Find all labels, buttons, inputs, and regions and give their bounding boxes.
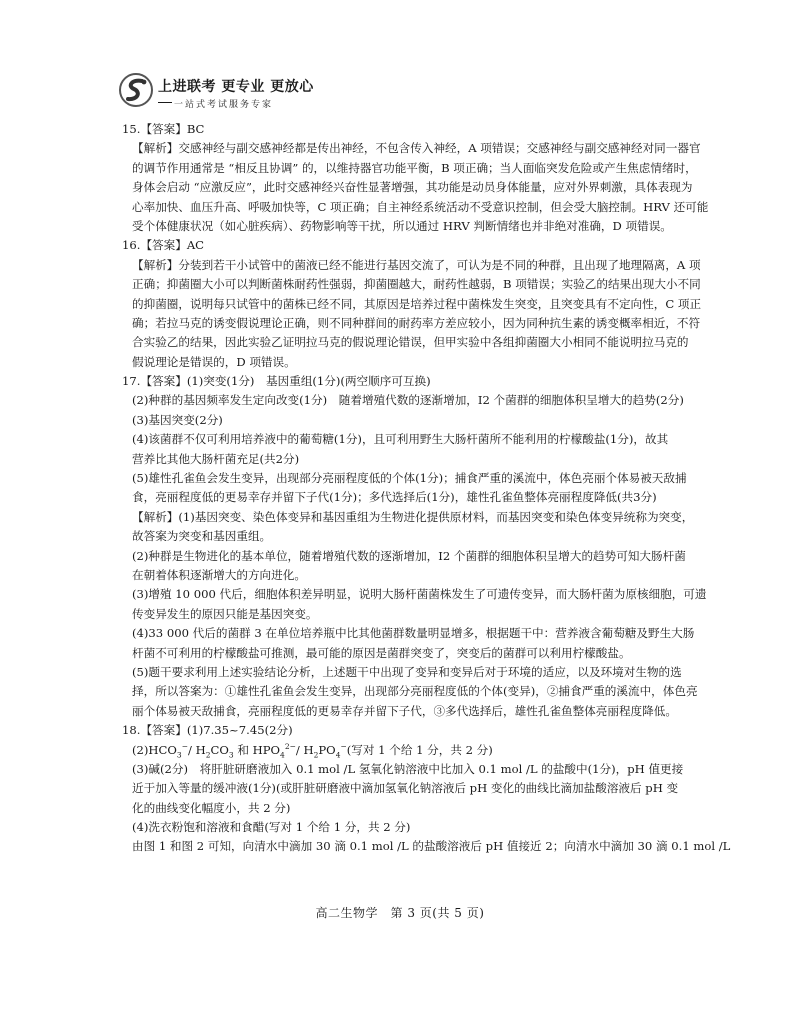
q18-line: (3)碱(2分) 将肝脏研磨液加入 0.1 mol /L 氢氧化钠溶液中比加入 0.1 mol /L 的盐酸中(1分)，pH 值更接 <box>132 761 684 776</box>
q18-line: 由图 1 和图 2 可知，向清水中滴加 30 滴 0.1 mol /L 的盐酸溶液后 pH 值接近 2；向清水中滴加 30 滴 0.1 mol /L <box>132 839 731 854</box>
q18-line: (4)洗衣粉饱和溶液和食醋(写对 1 个给 1 分，共 2 分) <box>132 820 411 835</box>
q15-analysis-line: 心率加快、血压升高、呼吸加快等，C 项正确；自主神经系统活动不受意识控制，但会受大脑控制。HRV 还可能 <box>132 199 709 214</box>
q18-buffer-pairs <box>122 741 680 760</box>
q17-analysis-line: 【解析】(1)基因突变、染色体变异和基因重组为生物进化提供原材料，而基因突变和染色体变异统称为突变， <box>132 509 694 524</box>
tagline-divider <box>158 102 172 103</box>
q17-analysis-line: 丽个体易被天敌捕食，亮丽程度低的更易幸存并留下子代，③多代选择后，雄性孔雀鱼整体亮丽程度降低。 <box>132 703 677 718</box>
q15-analysis-line: 的调节作用通常是 “相反且协调” 的，以维持器官功能平衡，B 项正确；当人面临突发危险或产生焦虑情绪时， <box>132 160 697 175</box>
q18-line: 化的曲线变化幅度小，共 2 分) <box>132 800 291 815</box>
q17-analysis-line: 择，所以答案为：①雄性孔雀鱼会发生变异，出现部分亮丽程度低的个体(变异)，②捕食严重的溪流中，体色亮 <box>132 684 698 699</box>
q18-sub: 3 <box>176 749 182 759</box>
page-footer: 高二生物学 第 3 页(共 5 页) <box>315 906 485 920</box>
q18-part: CO <box>210 742 229 757</box>
answer-content <box>122 120 731 857</box>
q16-analysis-line: 正确；抑菌圈大小可以判断菌株耐药性强弱，抑菌圈越大，耐药性越弱，B 项错误；实验乙的结果出现大小不同 <box>132 277 701 292</box>
q17-answer-line: (3)基因突变(2分) <box>132 412 223 427</box>
q17-analysis <box>122 508 707 721</box>
q17-answer-line: (2)种群的基因频率发生定向改变(1分) 随着增殖代数的逐渐增加，I2 个菌群的细胞体积呈增大的趋势(2分) <box>132 393 684 408</box>
q18-part: 和 HPO <box>233 742 281 757</box>
q16-analysis-line: 假说理论是错误的，D 项错误。 <box>132 354 296 369</box>
q18-part: (写对 1 个给 1 分，共 2 分) <box>346 742 493 757</box>
q16-analysis-line: 【解析】分装到若干小试管中的菌液已经不能进行基因交流了，可认为是不同的种群，且出现了地理隔离，A 项 <box>132 257 701 272</box>
logo-icon <box>118 72 154 108</box>
q17-analysis-line: (2)种群是生物进化的基本单位，随着增殖代数的逐渐增加，I2 个菌群的细胞体积呈增大的趋势可知大肠杆菌 <box>132 548 686 563</box>
q18-sup: 2− <box>284 741 296 751</box>
q18-sub: 4 <box>280 749 285 759</box>
slogan: 上进联考 更专业 更放心 <box>158 79 314 95</box>
q18-sub: 2 <box>205 749 211 759</box>
q18-part: / H <box>188 742 206 757</box>
q18-sup: − <box>340 741 347 751</box>
q17-analysis-line: 杆菌不可利用的柠檬酸盐可推测，最可能的原因是菌群突变了，突变后的菌群可以利用柠檬酸盐。 <box>132 645 631 660</box>
q15-answer: 15.【答案】BC <box>122 122 205 136</box>
q18-sub: 2 <box>313 749 319 759</box>
q18-sub: 3 <box>228 749 234 759</box>
q18-part: / H <box>295 742 314 757</box>
q17-analysis-line: 在朝着体积逐渐增大的方向进化。 <box>132 567 306 582</box>
q16-analysis-line: 确；若拉马克的诱变假说理论正确，则不同种群间的耐药率方差应较小，因为同种抗生素的诱变概率相近，不符 <box>132 315 701 330</box>
tagline: 一站式考试服务专家 <box>174 100 274 110</box>
q16-analysis-line: 合实验乙的结果，因此实验乙证明拉马克的假说理论错误，但甲实验中各组抑菌圈大小相同不能说明拉马克的 <box>132 335 689 350</box>
q17-analysis-line: (4)33 000 代后的菌群 3 在单位培养瓶中比其他菌群数量明显增多，根据题干中：营养液含葡萄糖及野生大肠 <box>132 626 695 641</box>
q18-sub: 4 <box>335 749 341 759</box>
q17-analysis-line: 故答案为突变和基因重组。 <box>132 529 272 544</box>
q16-analysis-line: 的抑菌圈，说明每只试管中的菌株已经不同，其原因是培养过程中菌株发生突变，且突变具有不定向性，C 项正 <box>132 296 702 311</box>
q17-analysis-line: (3)增殖 10 000 代后，细胞体积差异明显，说明大肠杆菌菌株发生了可遗传变异，而大肠杆菌为原核细胞，可遗 <box>132 587 707 602</box>
q15-analysis-line: 【解析】交感神经与副交感神经都是传出神经，不包含传入神经，A 项错误；交感神经与副交感神经对同一器官 <box>132 141 701 156</box>
q18-sup: − <box>181 741 188 751</box>
q17-analysis-line: (5)题干要求利用上述实验结论分析，上述题干中出现了变异和变异后对于环境的适应，以及环境对生物的选 <box>132 664 682 679</box>
header-logo <box>118 70 318 116</box>
q18-part: PO <box>318 742 336 757</box>
q16-analysis <box>122 256 702 372</box>
q17-answer-parts <box>122 391 687 507</box>
q15-analysis-line: 身体会启动 “应激反应”，此时交感神经兴奋性显著增强，其功能是动员身体能量，应对外界刺激，具体表现为 <box>132 180 693 195</box>
q17-answer-line: (4)该菌群不仅可利用培养液中的葡萄糖(1分)，且可利用野生大肠杆菌所不能利用的柠檬酸盐(1分)，故其 <box>132 432 669 447</box>
q16-answer: 16.【答案】AC <box>122 238 205 253</box>
q18-part: (2)HCO <box>132 742 177 757</box>
q17-answer-line: 食，亮丽程度低的更易幸存并留下子代(1分)；多代选择后(1分)，雄性孔雀鱼整体亮丽程度降低(共3分) <box>132 490 657 505</box>
q15-analysis <box>122 139 709 236</box>
q17-answer-line: 营养比其他大肠杆菌充足(共2分) <box>132 451 300 466</box>
q17-analysis-line: 传变异发生的原因只能是基因突变。 <box>132 606 318 621</box>
q18-line: 近于加入等量的缓冲液(1分)(或肝脏研磨液中滴加氢氧化钠溶液后 pH 变化的曲线比滴加盐酸溶液后 pH 变 <box>132 781 679 796</box>
q15-analysis-line: 受个体健康状况（如心脏疾病）、药物影响等干扰，所以通过 HRV 判断情绪也并非绝对准确，D 项错误。 <box>132 218 672 233</box>
q18-answer: 18.【答案】(1)7.35~7.45(2分) <box>122 723 293 738</box>
q17-answer-line: (5)雄性孔雀鱼会发生变异，出现部分亮丽程度低的个体(1分)；捕食严重的溪流中，体色亮丽个体易被天敌捕 <box>132 471 687 486</box>
q17-answer: 17.【答案】(1)突变(1分) 基因重组(1分)(两空顺序可互换) <box>122 374 431 389</box>
q18-analysis <box>122 760 731 857</box>
